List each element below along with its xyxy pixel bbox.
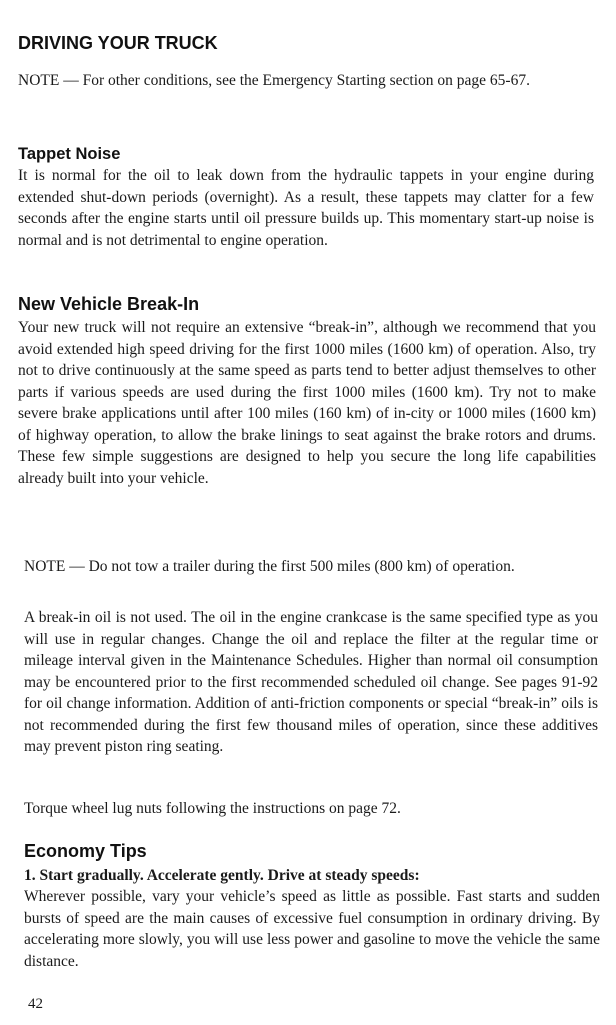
- tappet-noise-heading: Tappet Noise: [18, 145, 121, 163]
- break-in-paragraph: Your new truck will not require an extensive “break-in”, although we recommend that you avoid extended high speed driving for the first 1000 miles (1600 km) of operation. Also, try not to drive continuously at the same speed as parts tend to better adjust themselves to other parts if various speeds are used during the first 1000 miles (1600 km). Try not to make severe brake applications until after 100 miles (160 km) of in-city or 1000 miles (1600 km) of highway operation, to allow the brake linings to seat against the brake rotors and drums. These few simple suggestions are designed to help you secure the long life capabilities already built into your vehicle.: [18, 319, 596, 487]
- break-in-oil-paragraph: A break-in oil is not used. The oil in the engine crankcase is the same specified type as you will use in regular changes. Change the oil and replace the filter at the regular time or mileage interval given in the Maintenance Schedules. Higher than normal oil consumption may be encountered prior to the first recommended scheduled oil change. See pages 91-92 for oil change information. Addition of anti-friction components or special “break-in” oils is not recommended during the first few thousand miles of operation, since these additives may prevent piston ring seating.: [24, 609, 598, 755]
- tappet-noise-paragraph: It is normal for the oil to leak down from the hydraulic tappets in your engine during extended shut-down periods (overnight). As a result, these tappets may clatter for a few seconds after the engine starts until oil pressure builds up. This momentary start-up noise is normal and is not detrimental to engine operation.: [18, 167, 594, 249]
- economy-tip-1-lead: 1. Start gradually. Accelerate gently. Drive at steady speeds:: [24, 867, 420, 884]
- intro-note: NOTE — For other conditions, see the Emergency Starting section on page 65-67.: [18, 72, 530, 89]
- page-number: 42: [28, 996, 43, 1012]
- economy-tip-1-body: Wherever possible, vary your vehicle’s speed as little as possible. Fast starts and sudden bursts of speed are the main causes of excessive fuel consumption in ordinary driving. By accelerating more slowly, you will use less power and gasoline to move the vehicle the same distance.: [24, 888, 600, 970]
- break-in-heading: New Vehicle Break-In: [18, 294, 200, 314]
- torque-lug-nuts-paragraph: Torque wheel lug nuts following the instructions on page 72.: [24, 800, 401, 817]
- section-title: DRIVING YOUR TRUCK: [18, 33, 218, 53]
- tow-trailer-note: NOTE — Do not tow a trailer during the first 500 miles (800 km) of operation.: [24, 558, 515, 575]
- economy-tips-heading: Economy Tips: [24, 841, 147, 861]
